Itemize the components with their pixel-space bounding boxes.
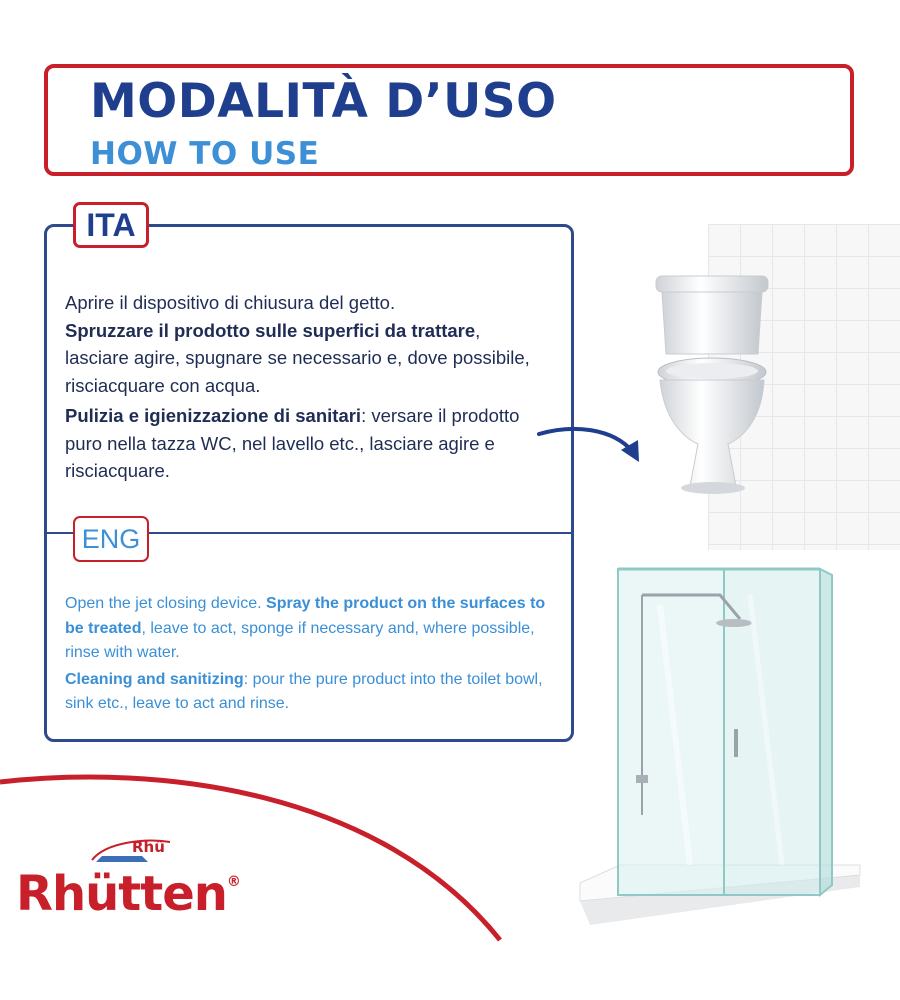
- ita-paragraph-2: [65, 402, 545, 485]
- ita-tag: [73, 202, 149, 248]
- ita-p2-bold: Pulizia e igienizzazione di sanitari: [65, 405, 362, 426]
- eng-p2-rest: : pour the pure product into the toilet bowl, sink etc., leave to act and rinse.: [65, 670, 543, 712]
- ita-paragraph-1: [65, 289, 545, 399]
- ita-p1-rest: , lasciare agire, spugnare se necessario e, dove possibile, risciacquare con acqua.: [65, 319, 530, 396]
- eng-p2-bold: Cleaning and sanitizing: [65, 670, 244, 688]
- title-english: HOW TO USE: [90, 136, 320, 172]
- ita-tag-label: ITA: [86, 207, 136, 243]
- ita-p1-bold: Spruzzare il prodotto sulle superfici da trattare: [65, 319, 476, 341]
- eng-p1-bold: Spray the product on the surfaces to be treated: [65, 595, 546, 637]
- toilet-illustration: [650, 268, 775, 500]
- registered-mark: ®: [226, 874, 241, 890]
- eng-tag: [73, 516, 149, 562]
- ita-instructions: [65, 289, 545, 488]
- eng-instructions: [65, 592, 555, 719]
- eng-tag-label: ENG: [81, 524, 141, 554]
- header-box: [44, 64, 854, 176]
- brand-logo: [16, 832, 256, 932]
- brand-name: [16, 866, 241, 922]
- shower-illustration: [550, 565, 872, 935]
- eng-p1-text: Open the jet closing device.: [65, 595, 267, 612]
- brand-name-text: Rhütten: [16, 866, 227, 922]
- ita-p1-text: Aprire il dispositivo di chiusura del getto.: [65, 292, 396, 313]
- rhutten-logo-icon: [86, 832, 176, 868]
- title-italian: MODALITÀ D’USO: [90, 74, 557, 129]
- curved-arrow-icon: [535, 418, 650, 468]
- eng-paragraph-2: [65, 668, 555, 717]
- ita-p2-rest: : versare il prodotto puro nella tazza WC, nel lavello etc., lasciare agire e risciacquare.: [65, 405, 520, 481]
- brand-logo-text: Rhü: [132, 838, 165, 856]
- eng-paragraph-1: [65, 592, 555, 666]
- eng-p1-rest: , leave to act, sponge if necessary and, where possible, rinse with water.: [65, 619, 535, 661]
